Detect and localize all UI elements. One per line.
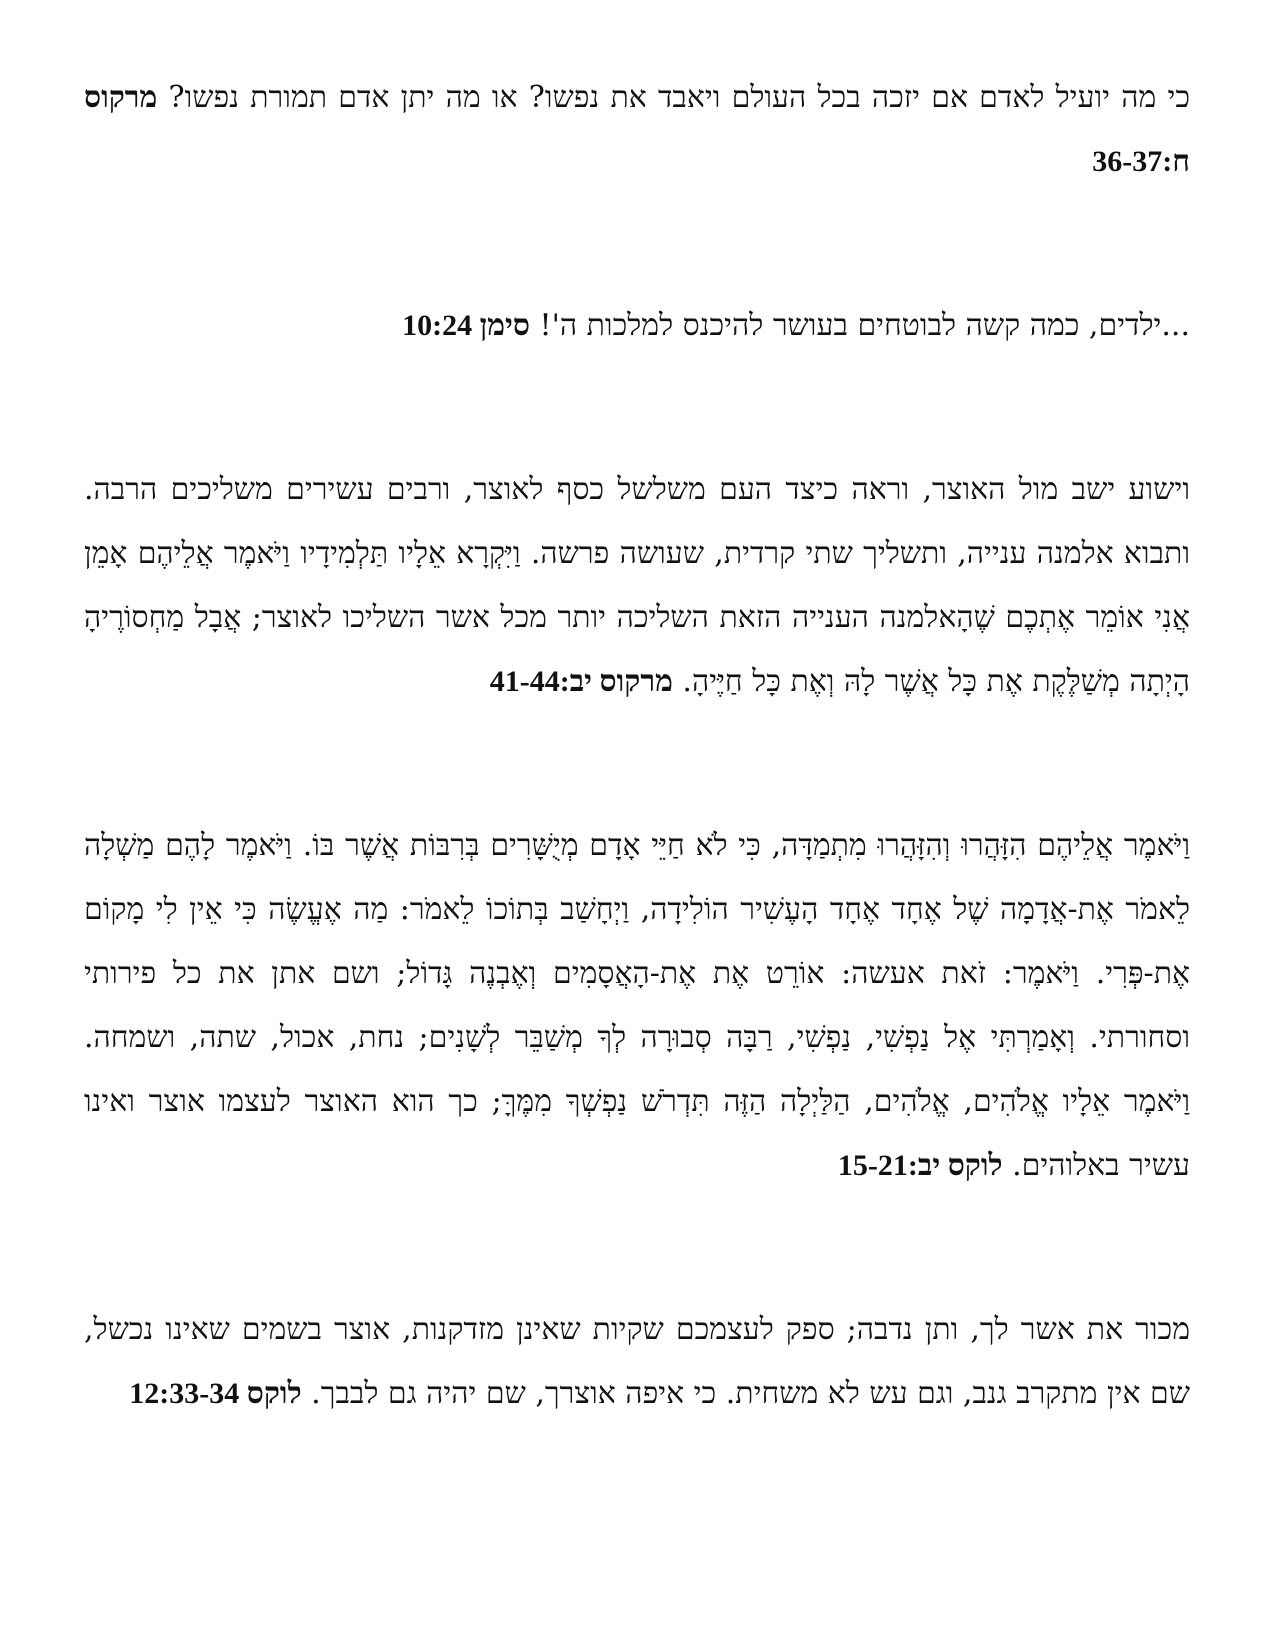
- passage-text: וישוע ישב מול האוצר, וראה כיצד העם משלשל כסף לאוצר, ורבים עשירים משליכים הרבה. ותבוא אלמנה ענייה, ותשליך שתי קרדית, שעושה פרשה. וַיִּקְרָא אֵלָיו תַּלְמִידָיו וַיֹּאמֶר אֲלֵיהֶם אָמֵן אֲנִי אוֹמֵר אֶתְכֶם שֶׁהָאלמנה הענייה הזאת השליכה יותר מכל אשר השליכו לאוצר; אֲבָל מַחְסוֹרֶיהָ הָיְתָה מְשַׁלֶּקֶת אֶת כָּל אֲשֶׁר לָהּ וְאֶת כָּל חַיֶּיהָ.: [84, 472, 1190, 699]
- passage-text: מכור את אשר לך, ותן נדבה; ספק לעצמכם שקיות שאינן מזדקנות, אוצר בשמים שאינו נכשל, שם אין מתקרב גנב, וגם עש לא משחית. כי איפה אוצרך, שם יהיה גם לבבך.: [84, 1312, 1190, 1411]
- passage-luke-12-treasure: [84, 1298, 1190, 1426]
- document-page: [84, 66, 1190, 1426]
- passage-text: וַיֹּאמֶר אֲלֵיהֶם הִזָּהֲרוּ וְהִזָּהֲרוּ מִתְמַדָּה, כִּי לֹא חַיֵּי אָדָם מְיֻשָּׁרִים בְּרִבּוֹת אֲשֶׁר בּוֹ. וַיֹּאמֶר לָהֶם מַשְׁלָה לֵאמֹר אֶת-אֲדָמָה שֶׁל אֶחָד אֶחָד הָעֶשִׁיר הוֹלִידָה, וַיְחָשַׁב בְּתוֹכוֹ לֵאמֹר: מַה אֶעֱשֶׂה כִּי אֵין לִי מָקוֹם אֶת-פְּרִי. וַיֹּאמֶר: זֹאת אעשה: אוֹרֵט אֶת אֶת-הָאֲסָמִים וְאֶבְנֶה גָּדוֹל; ושם אתן את כל פירותי וסחורתי. וְאָמַרְתִּי אֶל נַפְשִׁי, נַפְשִׁי, רַבָּה סְבוּרָה לְךָ מְשַׁבֵּר לְשָׁנִים; נחת, אכול, שתה, ושמחה. וַיֹּאמֶר אֵלָיו אֱלֹהִים, אֱלֹהִים, הַלַּיְלָה הַזֶּה תִּדְרֹשׁ נַפְשְׁךָ מִמֶּךָּ; כך הוא האוצר לעצמו אוצר ואינו עשיר באלוהים.: [84, 828, 1190, 1183]
- scripture-reference: מרקוס יב:41-44: [489, 665, 673, 698]
- passage-text: ...ילדים, כמה קשה לבוטחים בעושר להיכנס למלכות ה'!: [539, 308, 1190, 343]
- scripture-reference: לוקס 12:33-34: [129, 1377, 302, 1410]
- passage-mark-10: [84, 294, 1190, 358]
- scripture-reference: לוקס יב:15-21: [837, 1149, 1003, 1182]
- scripture-reference: סימן 10:24: [402, 309, 530, 342]
- scripture-reference: מרקוס ח:36-37: [84, 81, 1190, 178]
- passage-luke-12-rich-fool: [84, 814, 1190, 1198]
- passage-mark-12-widow: [84, 458, 1190, 714]
- passage-mark-8: [84, 66, 1190, 194]
- passage-text: כי מה יועיל לאדם אם יזכה בכל העולם ויאבד את נפשו? או מה יתן אדם תמורת נפשו?: [168, 80, 1190, 115]
